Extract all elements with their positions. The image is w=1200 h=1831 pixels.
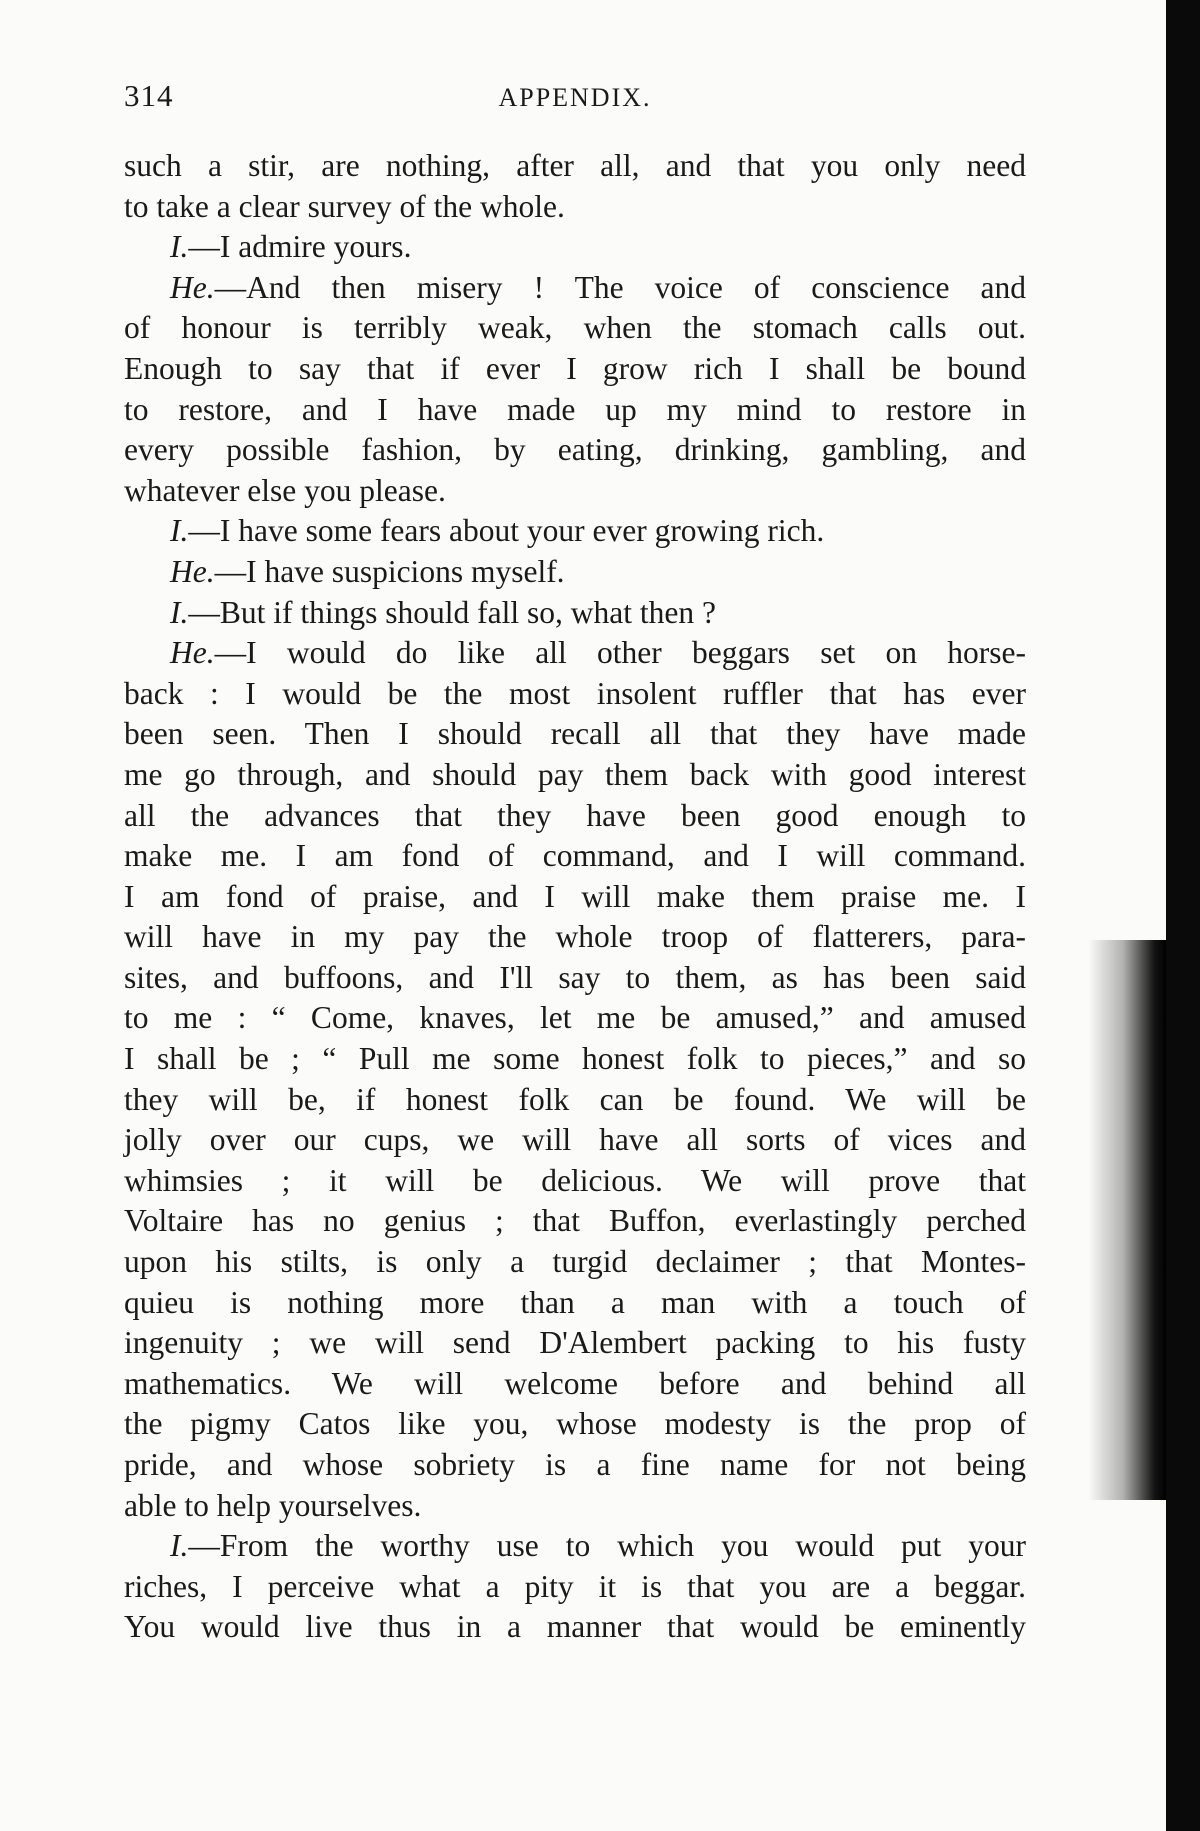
dialogue-line: He.—And then misery ! The voice of conscience and bbox=[170, 269, 1026, 305]
text-line: of honour is terribly weak, when the stomach calls out. bbox=[124, 310, 1026, 346]
speaker-label: He. bbox=[170, 269, 215, 305]
text-line: upon his stilts, is only a turgid declaimer ; that Montes- bbox=[124, 1244, 1026, 1280]
text-line: to take a clear survey of the whole. bbox=[124, 188, 565, 224]
text-line: I am fond of praise, and I will make them praise me. I bbox=[124, 878, 1026, 914]
text-line: Enough to say that if ever I grow rich I shall be bound bbox=[124, 350, 1026, 386]
text-line: such a stir, are nothing, after all, and that you only need bbox=[124, 148, 1026, 183]
dialogue-line: I.—From the worthy use to which you would put your bbox=[170, 1528, 1026, 1564]
text-line: quieu is nothing more than a man with a touch of bbox=[124, 1284, 1026, 1320]
text-line: me go through, and should pay them back with good interest bbox=[124, 756, 1026, 792]
page-number: 314 bbox=[124, 78, 174, 113]
text-line: You would live thus in a manner that would be eminently bbox=[124, 1609, 1026, 1645]
dialogue-line: I.—But if things should fall so, what then ? bbox=[170, 594, 716, 630]
text-line: will have in my pay the whole troop of flatterers, para- bbox=[124, 919, 1026, 955]
text-line: able to help yourselves. bbox=[124, 1487, 422, 1523]
text-line: been seen. Then I should recall all that they have made bbox=[124, 716, 1026, 752]
text-line: make me. I am fond of command, and I will command. bbox=[124, 838, 1026, 874]
body-text bbox=[124, 146, 1026, 1648]
text-line: whimsies ; it will be delicious. We will prove that bbox=[124, 1162, 1026, 1198]
text-line: whatever else you please. bbox=[124, 472, 446, 508]
text-line: to restore, and I have made up my mind to restore in bbox=[124, 391, 1026, 427]
speaker-label: He. bbox=[170, 553, 215, 589]
text-line: every possible fashion, by eating, drinking, gambling, and bbox=[124, 432, 1026, 468]
text-line: sites, and buffoons, and I'll say to them, as has been said bbox=[124, 959, 1026, 995]
text-line: I shall be ; “ Pull me some honest folk to pieces,” and so bbox=[124, 1041, 1026, 1077]
text-line: mathematics. We will welcome before and behind all bbox=[124, 1365, 1026, 1401]
binding-shadow bbox=[1088, 940, 1166, 1500]
text-line: Voltaire has no genius ; that Buffon, everlastingly perched bbox=[124, 1203, 1026, 1239]
speaker-label: I. bbox=[170, 513, 189, 549]
dialogue-line: He.—I have suspicions myself. bbox=[170, 553, 565, 589]
text-line: riches, I perceive what a pity it is that you are a beggar. bbox=[124, 1568, 1026, 1604]
text-line: they will be, if honest folk can be found. We will be bbox=[124, 1081, 1026, 1117]
speaker-label: I. bbox=[170, 594, 189, 630]
text-line: the pigmy Catos like you, whose modesty is the prop of bbox=[124, 1406, 1026, 1442]
dialogue-line: I.—I have some fears about your ever growing rich. bbox=[170, 513, 825, 549]
speaker-label: I. bbox=[170, 229, 189, 265]
text-line: pride, and whose sobriety is a fine name for not being bbox=[124, 1447, 1026, 1482]
text-line: all the advances that they have been good enough to bbox=[124, 797, 1026, 833]
dialogue-line: He.—I would do like all other beggars set on horse- bbox=[170, 635, 1026, 671]
page-edge-border bbox=[1166, 0, 1200, 1831]
text-line: back : I would be the most insolent ruffler that has ever bbox=[124, 675, 1026, 711]
speaker-label: He. bbox=[170, 635, 215, 671]
running-head: APPENDIX. bbox=[498, 83, 652, 112]
text-line: ingenuity ; we will send D'Alembert packing to his fusty bbox=[124, 1325, 1026, 1361]
text-line: jolly over our cups, we will have all sorts of vices and bbox=[124, 1122, 1026, 1158]
text-line: to me : “ Come, knaves, let me be amused,” and amused bbox=[124, 1000, 1026, 1036]
page-header bbox=[124, 78, 1026, 122]
speaker-label: I. bbox=[170, 1528, 189, 1564]
dialogue-line: I.—I admire yours. bbox=[170, 229, 412, 265]
